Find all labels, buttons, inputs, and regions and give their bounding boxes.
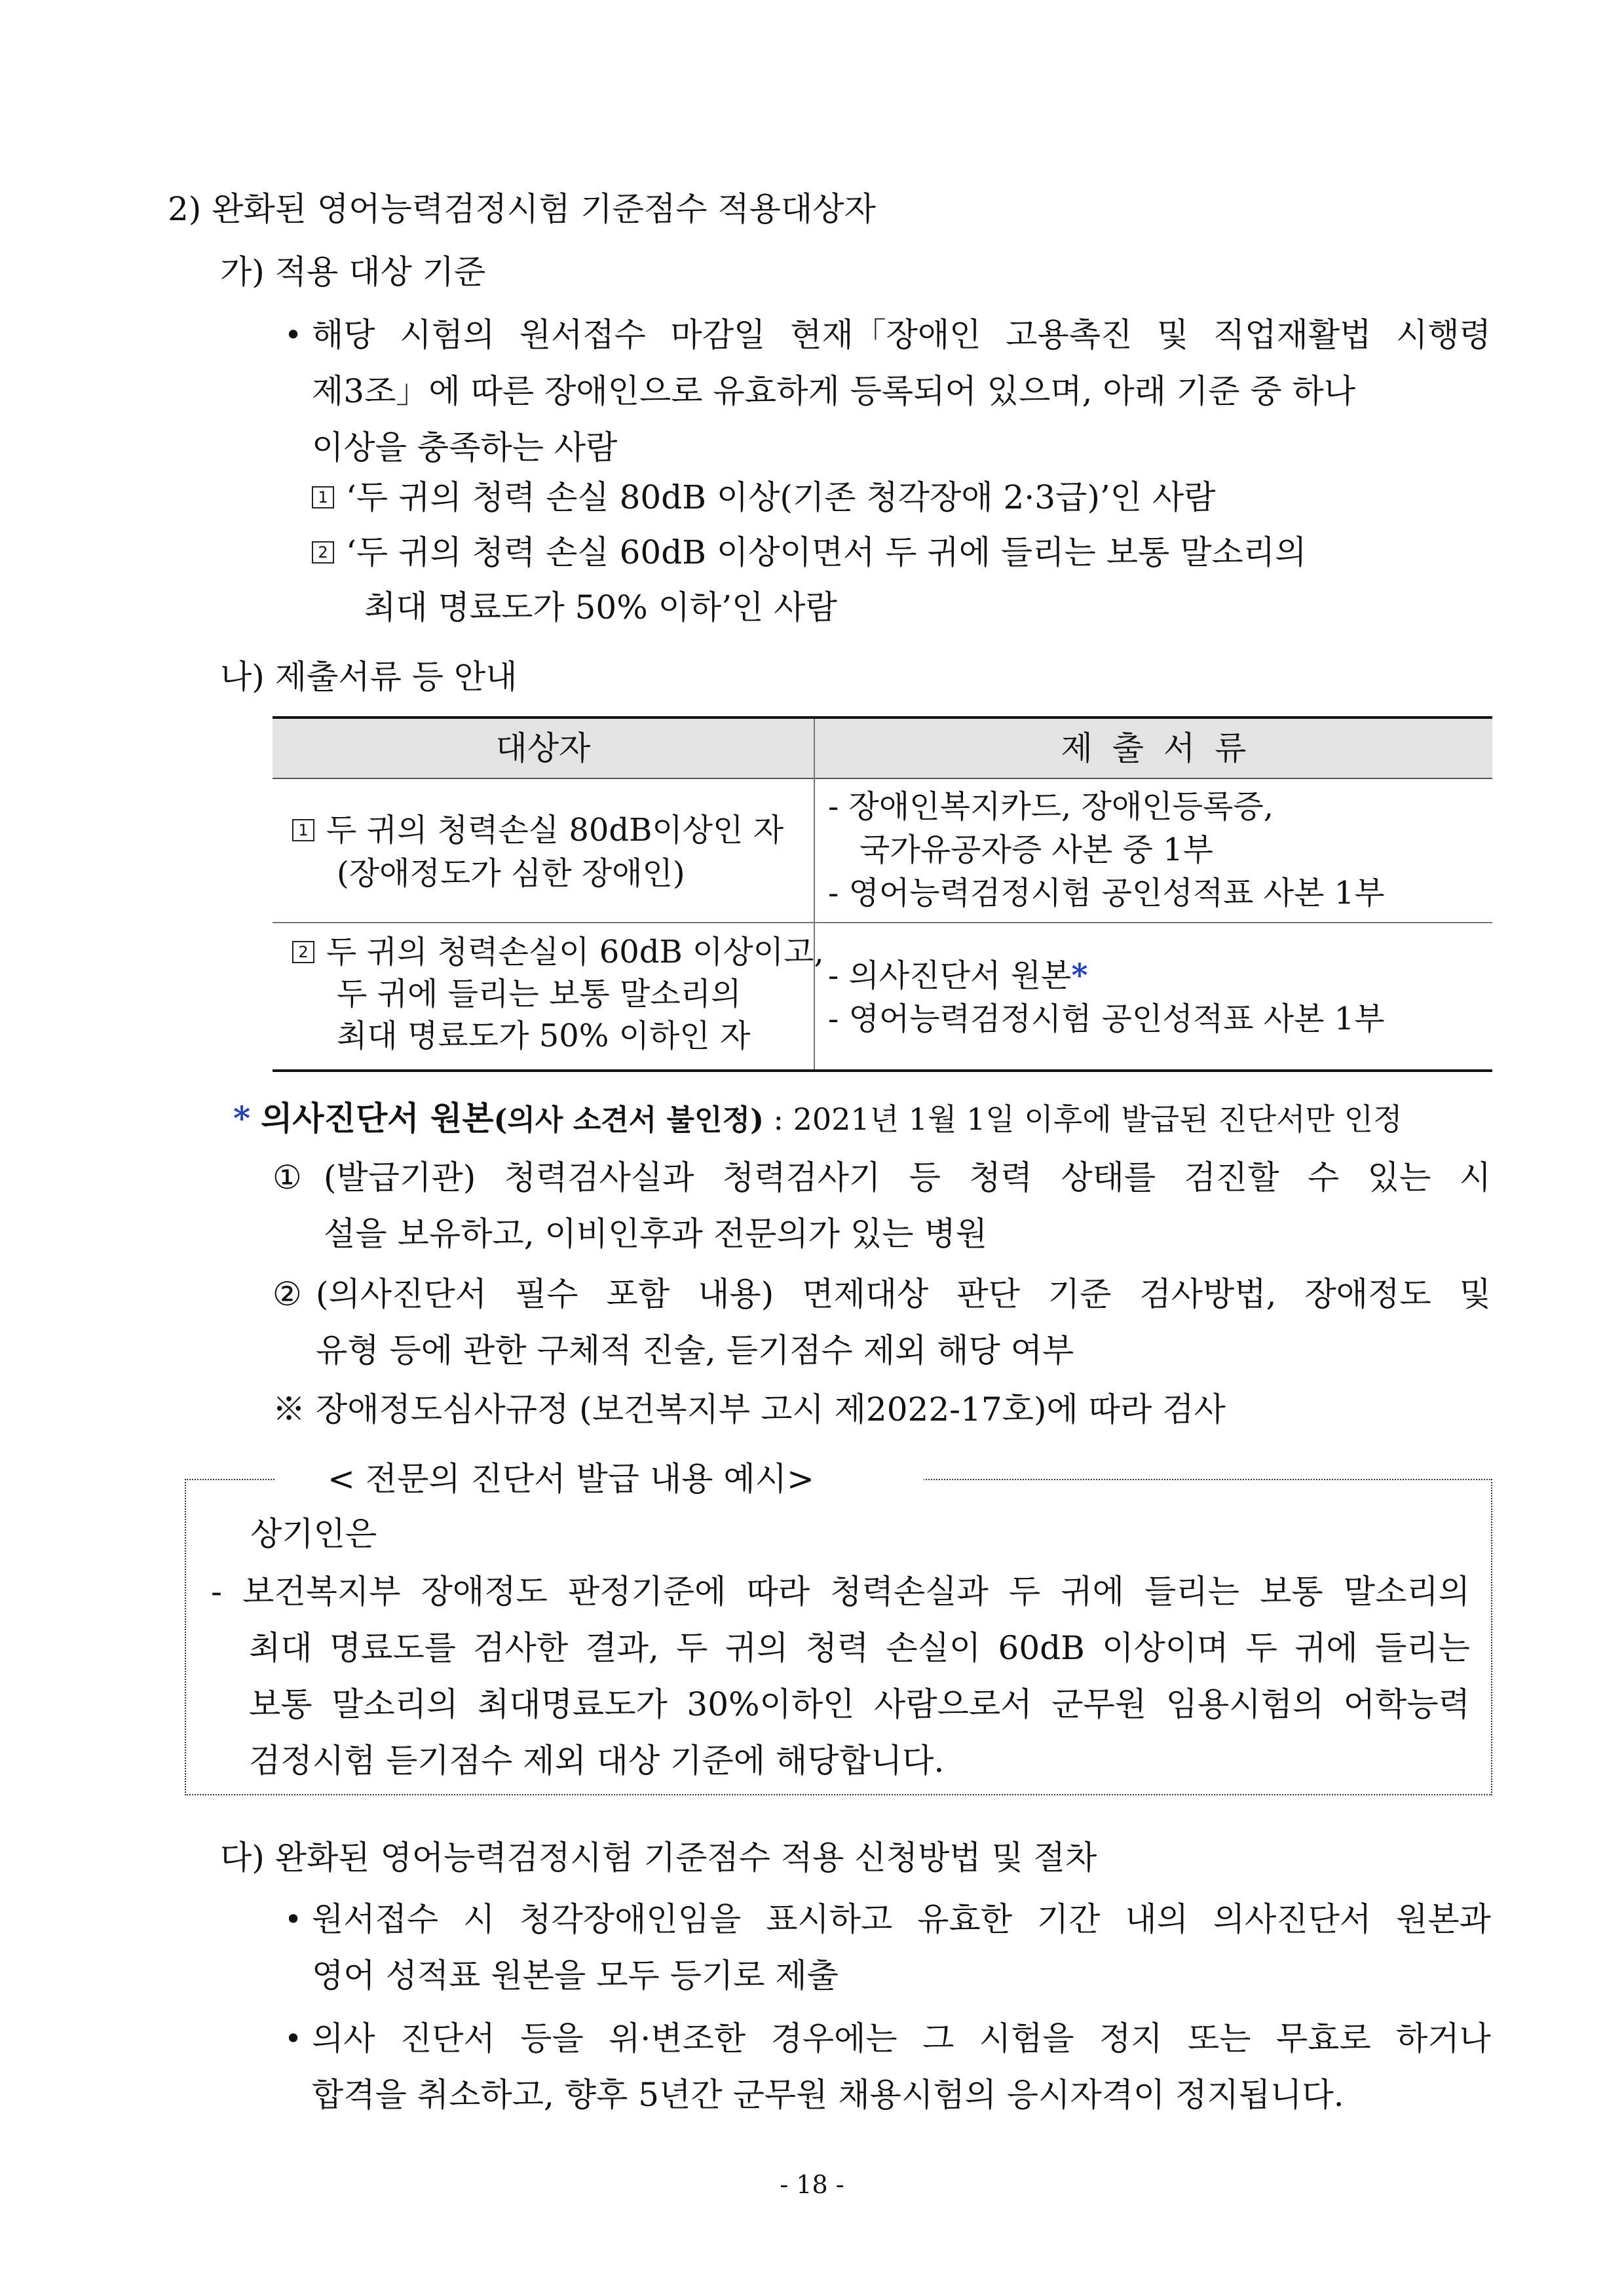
criteria-line-2: 제3조」에 따른 장애인으로 유효하게 등록되어 있으며, 아래 기준 중 하나 — [312, 372, 1356, 410]
procedure-bullet-2-line-1: 의사 진단서 등을 위·변조한 경우에는 그 시험을 정지 또는 무효로 하거나 — [312, 2019, 1491, 2057]
section-heading: 2) 완화된 영어능력검정시험 기준점수 적용대상자 — [168, 190, 876, 228]
example-line-1: - 보건복지부 장애정도 판정기준에 따라 청력손실과 두 귀에 들리는 보통 말소리의 — [211, 1573, 1470, 1611]
example-greeting: 상기인은 — [250, 1515, 377, 1553]
asterisk-mark: * — [1071, 957, 1088, 994]
row1-doc-line-3: - 영어능력검정시험 공인성적표 사본 1부 — [828, 875, 1385, 911]
row1-target-line-2: (장애정도가 심한 장애인) — [337, 855, 685, 892]
table-header-documents: 제 출 서 류 — [1061, 729, 1247, 767]
table-header-target: 대상자 — [495, 729, 591, 767]
boxed-number-2-icon: 2 — [312, 541, 334, 564]
row2-target-line-3: 최대 명료도가 50% 이하인 자 — [337, 1018, 751, 1054]
row2-target-line-1: 2 두 귀의 청력손실이 60dB 이상이고, — [292, 931, 824, 973]
criteria-item-2-cont: 최대 명료도가 50% 이하’인 사람 — [364, 588, 837, 626]
boxed-number-1-icon: 1 — [312, 486, 334, 508]
table-bottom-border — [273, 1069, 1492, 1072]
example-line-4: 검정시험 듣기점수 제외 대상 기준에 해당합니다. — [249, 1742, 945, 1780]
criteria-item-2: 2 ‘두 귀의 청력 손실 60dB 이상이면서 두 귀에 들리는 보통 말소리의 — [312, 532, 1306, 573]
criteria-item-1: 1 ‘두 귀의 청력 손실 80dB 이상(기존 청각장애 2·3급)’인 사람 — [312, 477, 1216, 518]
page-number: - 18 - — [780, 2170, 844, 2199]
regulation-reference: ※ 장애정도심사규정 (보건복지부 고시 제2022-17호)에 따라 검사 — [273, 1390, 1226, 1428]
example-box-title: < 전문의 진단서 발급 내용 예시> — [328, 1460, 814, 1498]
bullet-dot-icon: • — [284, 2021, 303, 2056]
circled-2-icon: ② — [273, 1275, 302, 1313]
bullet-dot-icon: • — [284, 317, 303, 353]
procedure-bullet-1-line-2: 영어 성적표 원본을 모두 등기로 제출 — [312, 1957, 839, 1995]
row1-target-line-1: 1 두 귀의 청력손실 80dB이상인 자 — [292, 809, 784, 851]
criteria-line-3: 이상을 충족하는 사람 — [312, 429, 618, 467]
row2-doc-line-1: - 의사진단서 원본* — [828, 957, 1088, 994]
example-line-2: 최대 명료도를 검사한 결과, 두 귀의 청력 손실이 60dB 이상이며 두 귀에 들리는 — [249, 1629, 1470, 1667]
note-point-2-line-2: 유형 등에 관한 구체적 진술, 듣기점수 제외 해당 여부 — [316, 1331, 1074, 1369]
boxed-number-2-icon: 2 — [292, 941, 314, 963]
procedure-bullet-2-line-2: 합격을 취소하고, 향후 5년간 군무원 채용시험의 응시자격이 정지됩니다. — [312, 2076, 1344, 2114]
asterisk-mark: * — [233, 1099, 251, 1138]
note-point-2-line-1: (의사진단서 필수 포함 내용) 면제대상 판단 기준 검사방법, 장애정도 및 — [316, 1275, 1491, 1313]
subsection-a-heading: 가) 적용 대상 기준 — [220, 253, 486, 291]
diagnosis-note: * 의사진단서 원본(의사 소견서 불인정) : 2021년 1월 1일 이후에 발급된 진단서만 인정 — [233, 1099, 1403, 1138]
boxed-number-1-icon: 1 — [292, 819, 314, 841]
documents-table — [273, 716, 1492, 1072]
criteria-line-1: 해당 시험의 원서접수 마감일 현재「장애인 고용촉진 및 직업재활법 시행령 — [312, 316, 1491, 354]
note-point-1-line-2: 설을 보유하고, 이비인후과 전문의가 있는 병원 — [324, 1215, 988, 1253]
row1-doc-line-1: - 장애인복지카드, 장애인등록증, — [828, 788, 1274, 825]
table-row-divider — [273, 922, 1492, 923]
circled-1-icon: ① — [273, 1158, 302, 1196]
procedure-bullet-1-line-1: 원서접수 시 청각장애인임을 표시하고 유효한 기간 내의 의사진단서 원본과 — [312, 1900, 1491, 1938]
example-line-3: 보통 말소리의 최대명료도가 30%이하인 사람으로서 군무원 임용시험의 어학능력 — [249, 1685, 1470, 1723]
subsection-b-heading: 나) 제출서류 등 안내 — [220, 658, 518, 696]
row2-doc-line-2: - 영어능력검정시험 공인성적표 사본 1부 — [828, 1001, 1385, 1037]
row2-target-line-2: 두 귀에 들리는 보통 말소리의 — [337, 976, 742, 1012]
bullet-dot-icon: • — [284, 1902, 303, 1937]
subsection-c-heading: 다) 완화된 영어능력검정시험 기준점수 적용 신청방법 및 절차 — [220, 1839, 1097, 1877]
note-point-1-line-1: (발급기관) 청력검사실과 청력검사기 등 청력 상태를 검진할 수 있는 시 — [324, 1158, 1491, 1196]
row1-doc-line-2: 국가유공자증 사본 중 1부 — [859, 832, 1213, 868]
